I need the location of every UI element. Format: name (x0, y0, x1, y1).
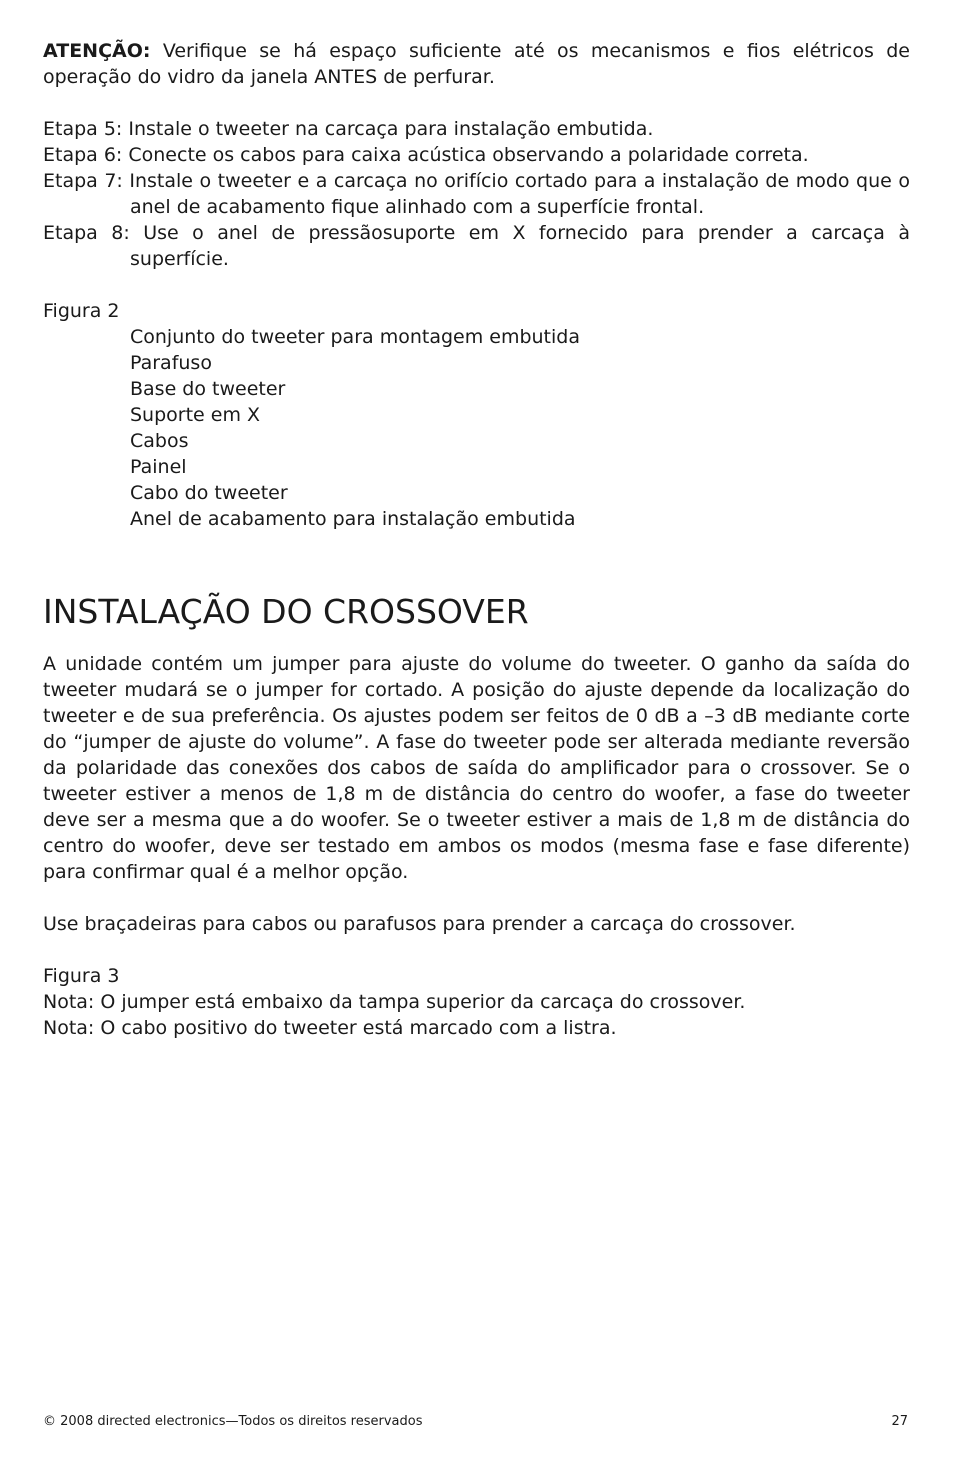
document-page (43, 38, 910, 1041)
spacer (43, 532, 910, 592)
spacer (43, 90, 910, 116)
spacer (43, 885, 910, 911)
step-7: Etapa 7: Instale o tweeter e a carcaça no orifício cortado para a instalação de modo que o anel de acabamento fique alinhado com a superfície frontal. (43, 170, 910, 218)
figure-2-item: Suporte em X (130, 404, 261, 426)
crossover-mounting-paragraph: Use braçadeiras para cabos ou parafusos para prender a carcaça do crossover. (43, 913, 796, 935)
warning-label: ATENÇÃO: (43, 40, 151, 62)
warning-paragraph (43, 38, 910, 90)
warning-text: Verifique se há espaço suficiente até os mecanismos e fios elétricos de operação do vidro da janela ANTES de perfurar. (43, 40, 910, 88)
figure-2-item: Anel de acabamento para instalação embutida (130, 508, 576, 530)
spacer (43, 632, 910, 651)
figure-3-note: Nota: O jumper está embaixo da tampa superior da carcaça do crossover. (43, 991, 746, 1013)
step-8: Etapa 8: Use o anel de pressãosuporte em X fornecido para prender a carcaça à superfície. (43, 222, 910, 270)
step-5: Etapa 5: Instale o tweeter na carcaça para instalação embutida. (43, 118, 654, 140)
figure-2-item: Cabos (130, 430, 189, 452)
page-number: 27 (891, 1414, 908, 1429)
figure-3-note: Nota: O cabo positivo do tweeter está marcado com a listra. (43, 1017, 617, 1039)
figure-2-item: Conjunto do tweeter para montagem embutida (130, 326, 580, 348)
figure-2-item: Painel (130, 456, 187, 478)
section-heading: INSTALAÇÃO DO CROSSOVER (43, 592, 529, 631)
step-6: Etapa 6: Conecte os cabos para caixa acústica observando a polaridade correta. (43, 144, 809, 166)
figure-3-title: Figura 3 (43, 965, 120, 987)
figure-2-item: Base do tweeter (130, 378, 286, 400)
figure-2-item: Cabo do tweeter (130, 482, 288, 504)
figure-2-item: Parafuso (130, 352, 212, 374)
spacer (43, 272, 910, 298)
spacer (43, 937, 910, 963)
crossover-paragraph: A unidade contém um jumper para ajuste do volume do tweeter. O ganho da saída do tweeter mudará se o jumper for cortado. A posição do ajuste depende da localização do tweeter e de sua preferência. Os ajustes podem ser feitos de 0 dB a –3 dB mediante corte do “jumper de ajuste do volume”. A fase do tweeter pode ser alterada mediante reversão da polaridade das conexões dos cabos de saída do amplificador para o crossover. Se o tweeter estiver a menos de 1,8 m de distância do centro do woofer, a fase do tweeter deve ser a mesma que a do woofer. Se o tweeter estiver a mais de 1,8 m de distância do centro do woofer, deve ser testado em ambos os modos (mesma fase e fase diferente) para confirmar qual é a melhor opção. (43, 653, 910, 883)
page-footer (43, 1414, 908, 1430)
copyright-text: © 2008 directed electronics—Todos os direitos reservados (43, 1414, 423, 1429)
figure-2-title: Figura 2 (43, 300, 120, 322)
